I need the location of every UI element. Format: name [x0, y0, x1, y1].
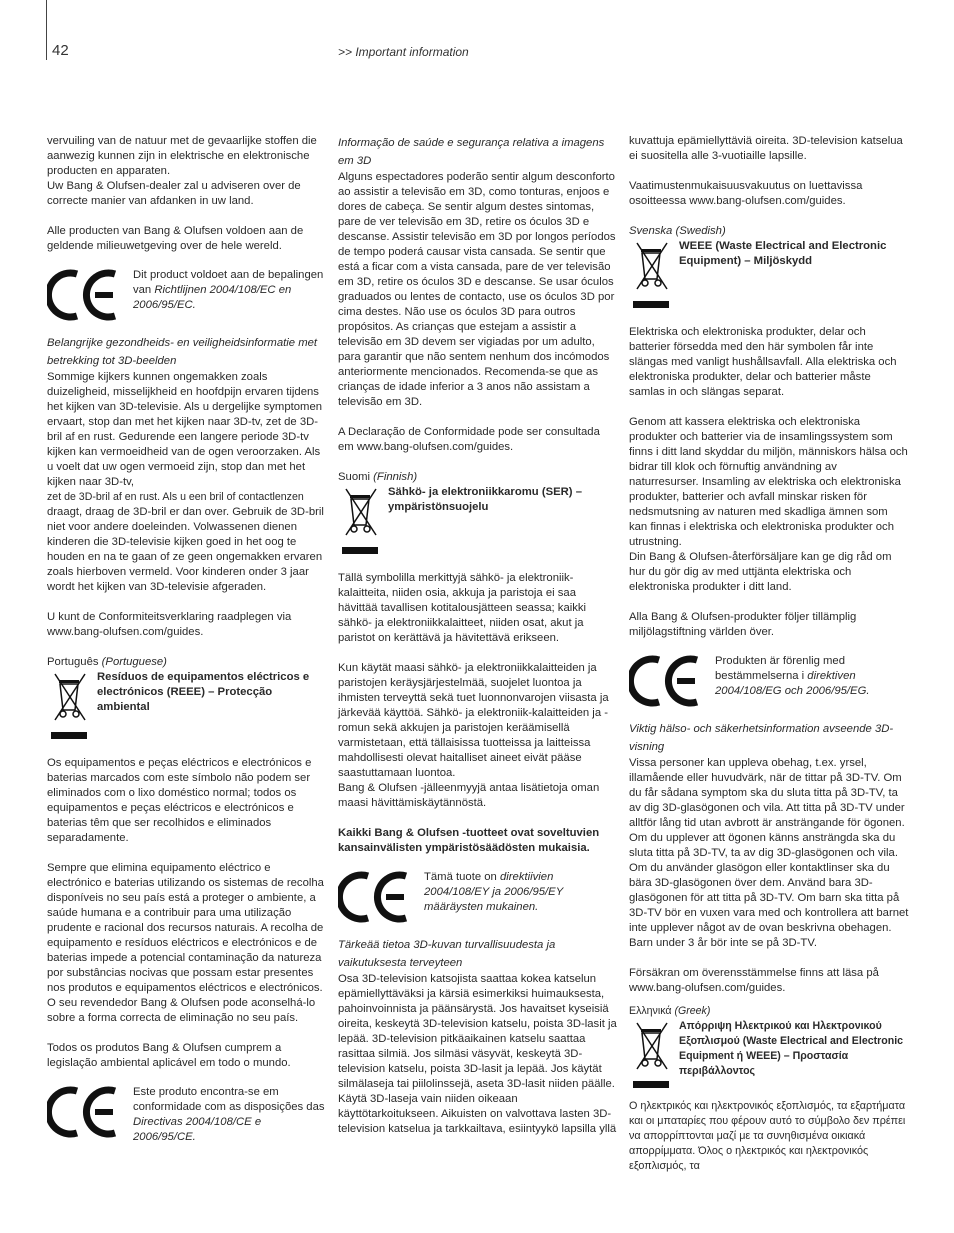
- ce-text: Este produto encontra-se em conformidade com as disposições das: [133, 1086, 325, 1113]
- ce-directive: Directivas 2004/108/CE e 2006/95/CE.: [133, 1116, 262, 1143]
- paragraph: Din Bang & Olufsen-återförsäljare kan ge dig råd om hur du gör dig av med uttjänta elektriska och elektroniska produkter i ditt land.: [629, 551, 892, 593]
- paragraph: vervuiling van de natuur met de gevaarlijke stoffen die aanwezig kunnen zijn in elektrische en elektronische producten en apparaten.: [47, 135, 317, 177]
- language-name: Português: [47, 656, 99, 668]
- conformity-note: Vaatimustenmukaisuusvakuutus on luettavissa osoitteessa www.bang-olufsen.com/guides.: [629, 180, 863, 207]
- ce-block: [338, 870, 618, 924]
- language-name: Suomi: [338, 471, 371, 483]
- ce-mark-icon: [338, 870, 412, 924]
- column-2: [338, 134, 618, 1137]
- running-header: >> Important information: [338, 45, 469, 59]
- language-name: Svenska: [629, 225, 673, 237]
- language-english: (Finnish): [373, 471, 418, 483]
- paragraph: Elektriska och elektroniska produkter, delar och batterier försedda med den här symbolen får inte slängas med vanligt hushållsavfall. Alla elektriska och elektroniska produkter, delar och batterier måste samlas in och slängas separat.: [629, 326, 897, 398]
- weee-block: [47, 670, 327, 742]
- ce-mark-icon: [629, 654, 703, 708]
- language-name: Ελληνικά: [629, 1005, 672, 1017]
- paragraph: Kun käytät maasi sähkö- ja elektroniikkalaitteiden ja paristojen keräysjärjestelmää, suojelet luontoa ja ihmisten terveyttä sekä tuet luonnonvarojen viisasta ja järkevää käyttöä. Sähkö- ja elektroniik-kalaitteiden ja -romun sekä akkujen ja paristojen keräämisellä varmistetaan, että tällaisissa tuotteissa ja laitteissa mahdollisesti olevat haitalliset aineet eivät pääse saastuttamaan luontoa.: [338, 662, 609, 779]
- section-heading: Informação de saúde e segurança relativa a imagens em 3D: [338, 137, 605, 167]
- paragraph: draagt, draag de 3D-bril er dan over. Gebruik de 3D-bril niet voor andere doeleinden. Volwassenen dienen kinderen die 3D-televisie kijken goed in het oog te houden en na te gaan of ze geen ongemakken ervaren zoals hierboven vermeld. Voor kinderen onder 3 jaar wordt het kijken van 3D-televisie afgeraden.: [47, 506, 324, 593]
- language-english: (Portuguese): [101, 656, 167, 668]
- paragraph: Alguns espectadores poderão sentir algum desconforto ao assistir a televisão em 3D, como tonturas, enjoos e dores de cabeça. Se sentir algum destes sintomas, pare de ver televisão em 3D, retire os óculos 3D e descanse. Assistir televisão em 3D por longos períodos de tempo poderá causar vista cansada. Se sentir que está a ficar com a vista cansada, pare de ver televisão em 3D, retire os óculos 3D e descanse. Se usar óculos graduados ou lentes de contacto, use os óculos 3D por cima destes. Não use os óculos 3D para outros propósitos. As crianças que estejam a assistir a televisão em 3D devem ser vigiadas por um adulto, para garantir que não sentem nenhum dos incómodos anteriormente mencionados. Recomenda-se que as crianças de idade inferior a 3 anos não assistam a televisão em 3D.: [338, 171, 616, 408]
- paragraph: Vissa personer kan uppleva obehag, t.ex. yrsel, illamående eller huvudvärk, när de tittar på 3D-TV. Om du får sådana symptom ska du sluta titta på 3D-TV, ta av dig 3D-glasögonen och vila. Att titta på 3D-TV under alltför lång tid utan avbrott är ansträngande för ögonen. Om du upplever att ögonen känns ansträngda ska du sluta titta på 3D-TV, ta av dig 3D-glasögonen och vila. Om du använder glasögon eller kontaktlinser ska du bära 3D-glasögonen över dem. Använd bara 3D-glasögonen för att titta på 3D-TV. Om barn ska titta på 3D-TV bör en vuxen vara med och kontrollera att barnet inte upplever något av de ovan beskrivna obehagen. Barn under 3 år bör inte se på 3D-TV.: [629, 757, 909, 949]
- language-english: (Greek): [674, 1005, 711, 1017]
- paragraph: Sempre que elimina equipamento eléctrico e electrónico e baterias utilizando os sistemas de recolha disponíveis no seu país está a proteger o ambiente, a saúde humana e a contribuir para uma utilização prudente e racional dos recursos naturais. A recolha de equipamento e resíduos eléctricos e electrónicos e de baterias impede a potencial contaminação da natureza por substâncias nocivas que possam estar presentes nos produtos e equipamentos eléctricos e electrónicos.: [47, 862, 324, 994]
- paragraph: Os equipamentos e peças eléctricos e electrónicos e baterias marcados com este símbolo não podem ser eliminados com o lixo doméstico normal; todos os equipamentos e peças eléctricos e electrónicos e baterias têm que ser recolhidos e eliminados separadamente.: [47, 757, 312, 844]
- section-heading: Viktig hälso- och säkerhetsinformation avseende 3D-visning: [629, 723, 894, 753]
- ce-directive: direktiivien 2004/108/EY ja 2006/95/EY määräysten mukainen.: [424, 871, 564, 913]
- compliance-statement: Alla Bang & Olufsen-produkter följer tillämplig miljölagstiftning världen över.: [629, 611, 857, 638]
- paragraph: Tällä symbolilla merkittyjä sähkö- ja elektroniik-kalaitteita, niiden osia, akkuja ja paristoja ei saa hävittää tavallisen kotitalousjätteen seassa; kaikki sähkö- ja elektroniikkalaitteet, niiden osat, akut ja paristot on kerättävä ja hävitettävä erikseen.: [338, 572, 587, 644]
- conformity-note: U kunt de Conformiteitsverklaring raadplegen via www.bang-olufsen.com/guides.: [47, 611, 292, 638]
- paragraph: Ο ηλεκτρικός και ηλεκτρονικός εξοπλισμός, τα εξαρτήματα και οι μπαταρίες που φέρουν αυτό το σύμβολο δεν πρέπει να απορρίπτονται μαζί με τα συνηθισμένα οικιακά απορρίμματα. Όλος ο ηλεκτρικός και ηλεκτρονικός εξοπλισμός, τα: [629, 1100, 906, 1172]
- ce-block: [47, 268, 327, 322]
- ce-mark-icon: [47, 1085, 121, 1139]
- compliance-statement: Todos os produtos Bang & Olufsen cumprem a legislação ambiental aplicável em todo o mundo.: [47, 1042, 291, 1069]
- language-english: (Swedish): [675, 225, 726, 237]
- weee-block: [629, 1019, 909, 1091]
- paragraph: Osa 3D-television katsojista saattaa kokea katselun epämiellyttäväksi ja kärsiä esimerkiksi huimauksesta, pahoinvoinnista ja päänsärystä. Jos havaitset kyseisiä oireita, keskeytä 3D-television katselu, poista 3D-lasit ja lepää. 3D-television pitkäaikainen katselu saattaa rasittaa silmiä. Jos silmäsi väsyvät, keskeytä 3D-television katselu, poista 3D-lasit ja lepää. Jos käytät silmälaseja tai piilolinssejä, aseta 3D-lasit niiden päälle. Käytä 3D-laseja vain niiden oikeaan käyttötarkoitukseen. Aikuisten on valvottava lasten 3D-television katselua ja tarkkailtava, esiintyykö lapsilla yllä: [338, 973, 617, 1135]
- paragraph: Genom att kassera elektriska och elektroniska produkter och batterier via de insamlingssystem som finns i ditt land skyddar du miljön, människors hälsa och bidrar till klok och förnuftig användning av naturresurser. Insamling av elektriska och elektroniska produkter, batterier och avfall minskar risken för nedsmutsning av naturen med skadliga ämnen som kan finnas i elektriska och elektroniska produkter och utrustning.: [629, 416, 908, 548]
- weee-title: Απόρριψη Ηλεκτρικού και Ηλεκτρονικού Εξοπλισμού (Waste Electrical and Electronic Equipment ή WEEE) – Προστασία περιβάλλοντος: [679, 1020, 904, 1077]
- ce-text: Tämä tuote on: [424, 871, 500, 883]
- ce-block: [47, 1085, 327, 1145]
- paragraph: zet de 3D-bril af en rust. Als u een bril of contactlenzen: [47, 491, 304, 503]
- ce-directive: Richtlijnen 2004/108/EC en 2006/95/EC.: [133, 284, 292, 311]
- paragraph: O seu revendedor Bang & Olufsen pode aconselhá-lo sobre a forma correcta de eliminação no seu país.: [47, 997, 316, 1024]
- weee-title: Sähkö- ja elektroniikkaromu (SER) – ympäristönsuojelu: [388, 486, 582, 513]
- crossed-bin-icon: [47, 670, 91, 742]
- ce-text: Dit product voldoet aan de bepalingen van: [133, 269, 324, 296]
- compliance-statement: Kaikki Bang & Olufsen -tuotteet ovat soveltuvien kansainvälisten ympäristösäädösten mukaisia.: [338, 827, 600, 854]
- language-label: [338, 470, 618, 485]
- weee-block: [629, 239, 909, 311]
- conformity-note: Försäkran om överensstämmelse finns att läsa på www.bang-olufsen.com/guides.: [629, 967, 879, 994]
- paragraph: Bang & Olufsen -jälleenmyyjä antaa lisätietoja oman maasi hävittämiskäytännöstä.: [338, 782, 600, 809]
- paragraph: kuvattuja epämiellyttäviä oireita. 3D-television katselua ei suositella alle 3-vuotiaille lapsille.: [629, 135, 903, 162]
- weee-title: Resíduos de equipamentos eléctricos e electrónicos (REEE) – Protecção ambiental: [97, 671, 310, 713]
- ce-mark-icon: [47, 268, 121, 322]
- weee-block: [338, 485, 618, 557]
- paragraph: Uw Bang & Olufsen-dealer zal u adviseren over de correcte manier van afdanken in uw land.: [47, 180, 301, 207]
- section-heading: Belangrijke gezondheids- en veiligheidsinformatie met betrekking tot 3D-beelden: [47, 337, 318, 367]
- margin-rule: [46, 0, 47, 60]
- column-1: [47, 134, 327, 1151]
- conformity-note: A Declaração de Conformidade pode ser consultada em www.bang-olufsen.com/guides.: [338, 426, 600, 453]
- language-label: [47, 655, 327, 670]
- crossed-bin-icon: [629, 1019, 673, 1091]
- ce-block: [629, 654, 909, 708]
- page-number: 42: [52, 42, 69, 59]
- column-3: [629, 134, 909, 1174]
- ce-text: Produkten är förenlig med bestämmelserna i: [715, 655, 845, 682]
- crossed-bin-icon: [338, 485, 382, 557]
- language-label: [629, 224, 909, 239]
- ce-directive: direktiven 2004/108/EG och 2006/95/EG.: [715, 670, 870, 697]
- weee-title: WEEE (Waste Electrical and Electronic Equipment) – Miljöskydd: [679, 240, 887, 267]
- crossed-bin-icon: [629, 239, 673, 311]
- compliance-statement: Alle producten van Bang & Olufsen voldoen aan de geldende milieuwetgeving over de hele wereld.: [47, 225, 304, 252]
- section-heading: Tärkeää tietoa 3D-kuvan turvallisuudesta ja vaikutuksesta terveyteen: [338, 939, 556, 969]
- paragraph: Sommige kijkers kunnen ongemakken zoals duizeligheid, misselijkheid en hoofdpijn ervaren tijdens het kijken van 3D-televisie. Als u dergelijke symptomen ervaart, stop dan met het kijken naar 3D-tv, zet de 3D-bril af en rust. Gedurende een langere periode 3D-tv kijken kan vermoeidheid van de ogen veroorzaken. Als u voelt dat uw ogen vermoeid zijn, stop dan met het kijken naar 3D-tv,: [47, 371, 323, 488]
- language-label: [629, 1004, 909, 1019]
